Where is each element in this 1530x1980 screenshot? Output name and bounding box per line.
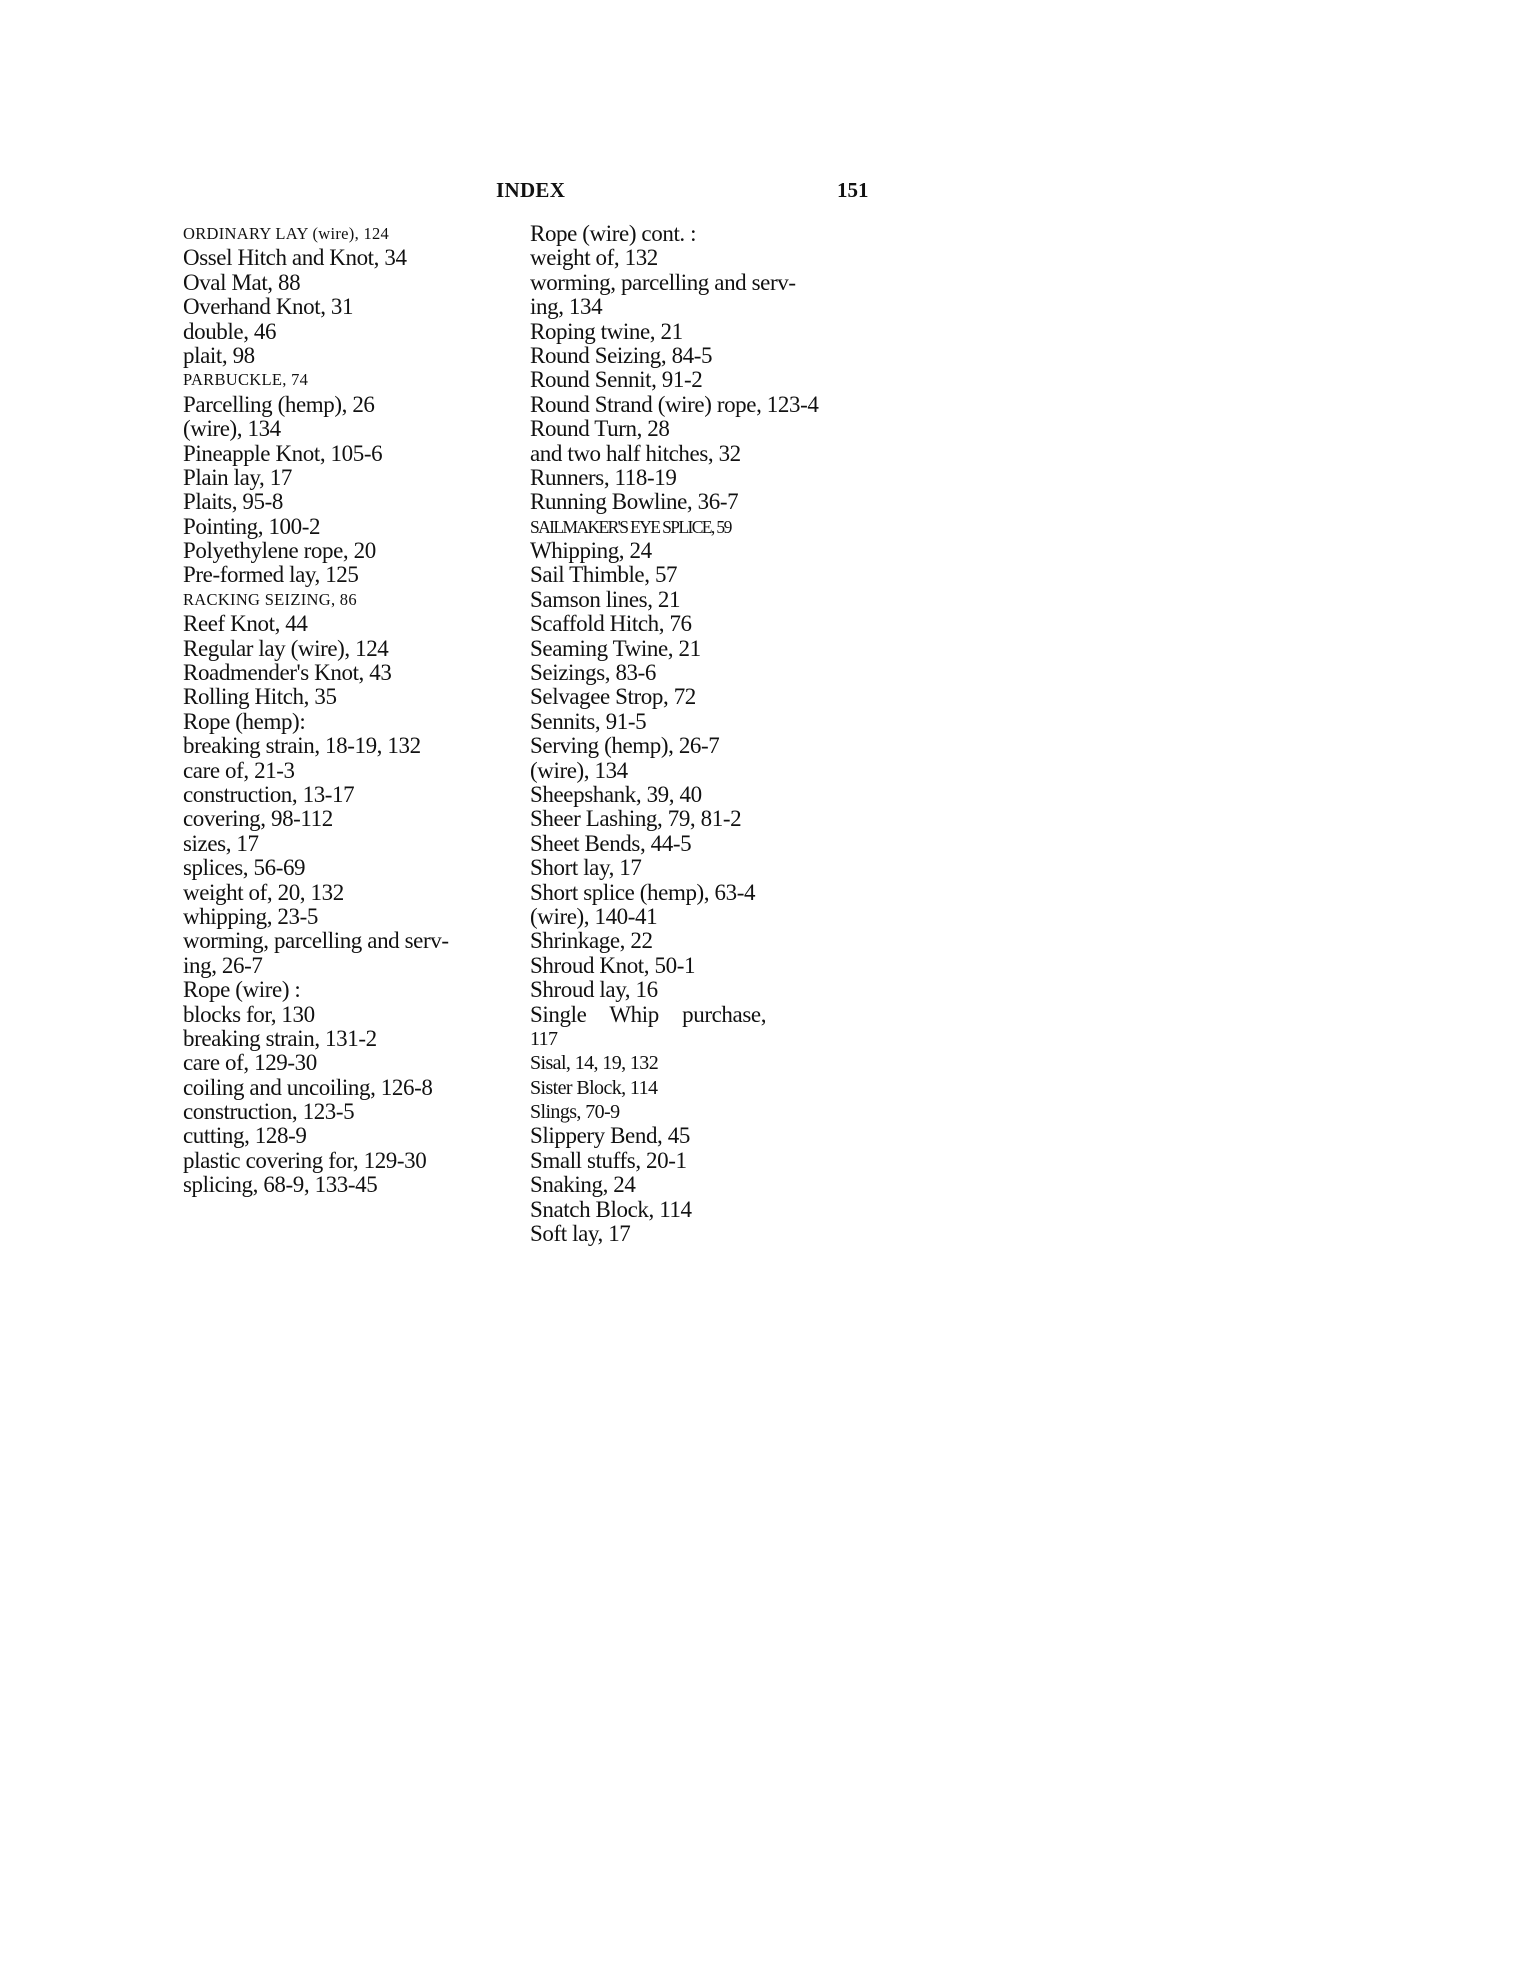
index-entry: Seizings, 83-6 bbox=[530, 660, 656, 686]
index-entry: blocks for, 130 bbox=[183, 1001, 315, 1027]
index-entry: construction, 13-17 bbox=[183, 781, 355, 807]
index-entry: Snatch Block, 114 bbox=[530, 1196, 692, 1222]
index-entry: SAILMAKER'S EYE SPLICE, 59 bbox=[530, 516, 731, 537]
index-entry: Rope (hemp): bbox=[183, 708, 306, 734]
index-entry: Soft lay, 17 bbox=[530, 1221, 631, 1247]
index-entry: coiling and uncoiling, 126-8 bbox=[183, 1074, 433, 1100]
index-entry: Roadmender's Knot, 43 bbox=[183, 660, 392, 686]
index-entry: PARBUCKLE, 74 bbox=[183, 370, 309, 390]
index-entry: ing, 134 bbox=[530, 294, 603, 320]
index-entry: Plaits, 95-8 bbox=[183, 489, 283, 515]
index-entry: Plain lay, 17 bbox=[183, 464, 292, 490]
index-entry: Sisal, 14, 19, 132 bbox=[530, 1052, 659, 1075]
index-entry: plastic covering for, 129-30 bbox=[183, 1147, 427, 1173]
index-entry: Round Strand (wire) rope, 123-4 bbox=[530, 391, 819, 417]
index-entry: breaking strain, 18-19, 132 bbox=[183, 733, 421, 759]
index-entry: Scaffold Hitch, 76 bbox=[530, 611, 692, 637]
index-entry: Oval Mat, 88 bbox=[183, 269, 301, 295]
index-entry: (wire), 140-41 bbox=[530, 903, 658, 929]
index-entry: Short splice (hemp), 63-4 bbox=[530, 879, 756, 905]
index-entry: 117 bbox=[530, 1027, 558, 1050]
index-entry: Polyethylene rope, 20 bbox=[183, 538, 376, 564]
index-entry: weight of, 20, 132 bbox=[183, 879, 344, 905]
index-entry: (wire), 134 bbox=[530, 757, 628, 783]
index-entry: Sheet Bends, 44-5 bbox=[530, 830, 692, 856]
index-entry: Sheepshank, 39, 40 bbox=[530, 781, 702, 807]
index-entry: Snaking, 24 bbox=[530, 1172, 636, 1198]
index-entry: Sister Block, 114 bbox=[530, 1076, 658, 1099]
index-entry: ORDINARY LAY (wire), 124 bbox=[183, 224, 390, 243]
index-entry: Sennits, 91-5 bbox=[530, 708, 647, 734]
index-entry: construction, 123-5 bbox=[183, 1099, 355, 1125]
index-entry: Regular lay (wire), 124 bbox=[183, 635, 389, 661]
index-entry: Shroud Knot, 50-1 bbox=[530, 952, 696, 978]
index-entry: Small stuffs, 20-1 bbox=[530, 1147, 687, 1173]
index-entry: RACKING SEIZING, 86 bbox=[183, 589, 357, 609]
index-entry: cutting, 128-9 bbox=[183, 1123, 307, 1149]
index-entry: Overhand Knot, 31 bbox=[183, 294, 354, 320]
index-entry: plait, 98 bbox=[183, 342, 255, 368]
index-column-right bbox=[530, 222, 900, 1246]
index-entry: sizes, 17 bbox=[183, 830, 259, 856]
index-entry: and two half hitches, 32 bbox=[530, 440, 741, 466]
index-entry: Whipping, 24 bbox=[530, 538, 652, 564]
index-entry: Samson lines, 21 bbox=[530, 586, 681, 612]
index-entry: Seaming Twine, 21 bbox=[530, 635, 701, 661]
index-entry: Ossel Hitch and Knot, 34 bbox=[183, 245, 407, 271]
index-entry: Short lay, 17 bbox=[530, 855, 642, 881]
index-entry: Rope (wire) cont. : bbox=[530, 221, 697, 246]
index-entry: Round Sennit, 91-2 bbox=[530, 367, 703, 393]
index-entry: worming, parcelling and serv- bbox=[183, 928, 449, 954]
index-entry: Runners, 118-19 bbox=[530, 464, 677, 490]
index-entry: Selvagee Strop, 72 bbox=[530, 684, 696, 710]
index-entry: Parcelling (hemp), 26 bbox=[183, 391, 375, 417]
index-column-left bbox=[183, 222, 513, 1198]
index-entry: Sail Thimble, 57 bbox=[530, 562, 678, 588]
index-entry: splicing, 68-9, 133-45 bbox=[183, 1172, 378, 1198]
page-number: 151 bbox=[837, 178, 869, 202]
index-entry: Roping twine, 21 bbox=[530, 318, 683, 344]
index-entry: Pre-formed lay, 125 bbox=[183, 562, 359, 588]
index-entry: Pineapple Knot, 105-6 bbox=[183, 440, 383, 466]
index-entry: Sheer Lashing, 79, 81-2 bbox=[530, 806, 742, 832]
index-entry: Serving (hemp), 26-7 bbox=[530, 733, 720, 759]
index-entry: care of, 21-3 bbox=[183, 757, 295, 783]
index-entry: Running Bowline, 36-7 bbox=[530, 489, 739, 515]
index-entry: Pointing, 100-2 bbox=[183, 513, 321, 539]
index-entry: Shrinkage, 22 bbox=[530, 928, 653, 954]
index-entry: worming, parcelling and serv- bbox=[530, 269, 796, 295]
index-entry: splices, 56-69 bbox=[183, 855, 306, 881]
index-entry: breaking strain, 131-2 bbox=[183, 1025, 377, 1051]
index-entry: double, 46 bbox=[183, 318, 277, 344]
index-entry: Rolling Hitch, 35 bbox=[183, 684, 337, 710]
index-entry: care of, 129-30 bbox=[183, 1050, 317, 1076]
index-entry: weight of, 132 bbox=[530, 245, 658, 271]
index-entry: (wire), 134 bbox=[183, 416, 281, 442]
page-title: INDEX bbox=[496, 178, 566, 202]
index-entry: Reef Knot, 44 bbox=[183, 611, 308, 637]
index-entry: Slippery Bend, 45 bbox=[530, 1123, 690, 1149]
index-entry: Rope (wire) : bbox=[183, 977, 301, 1003]
index-entry: covering, 98-112 bbox=[183, 806, 333, 832]
index-entry: Round Turn, 28 bbox=[530, 416, 670, 442]
index-entry: Slings, 70-9 bbox=[530, 1101, 620, 1124]
index-entry: Single Whip purchase, bbox=[530, 1001, 767, 1027]
index-entry: ing, 26-7 bbox=[183, 952, 263, 978]
index-entry: whipping, 23-5 bbox=[183, 903, 318, 929]
index-entry: Shroud lay, 16 bbox=[530, 977, 658, 1003]
index-entry: Round Seizing, 84-5 bbox=[530, 342, 713, 368]
